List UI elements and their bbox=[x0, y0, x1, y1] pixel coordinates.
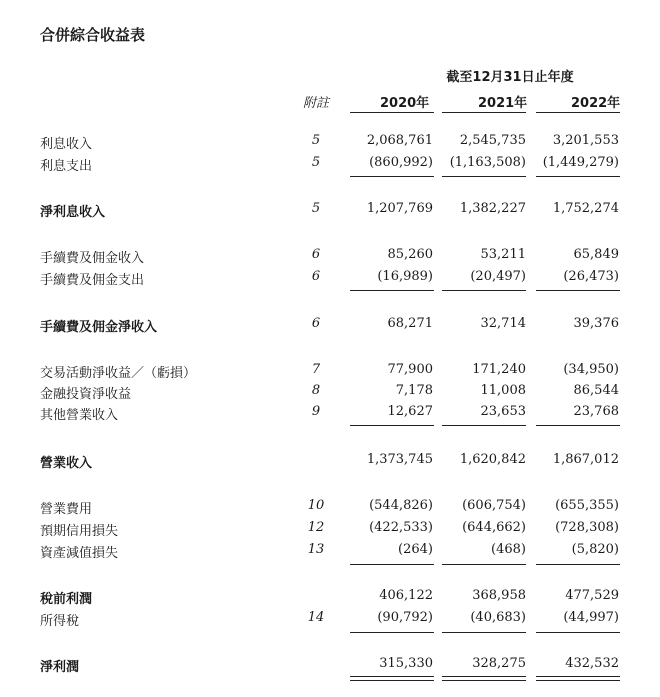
row-value: (5,820) bbox=[571, 542, 619, 557]
header-underline bbox=[536, 112, 620, 113]
row-label: 利息支出 bbox=[40, 159, 93, 174]
row-value: 11,008 bbox=[480, 383, 526, 398]
header-underline bbox=[350, 112, 434, 113]
row-value: 3,201,553 bbox=[552, 133, 619, 148]
row-value: 65,849 bbox=[573, 247, 619, 262]
row-value: 1,382,227 bbox=[459, 201, 526, 216]
subtotal-rule bbox=[350, 176, 434, 177]
row-value: 85,260 bbox=[387, 247, 433, 262]
row-label: 預期信用損失 bbox=[40, 524, 119, 539]
row-value: 2,068,761 bbox=[366, 133, 433, 148]
row-value: (1,449,279) bbox=[542, 155, 619, 170]
row-value: 23,653 bbox=[480, 404, 526, 419]
row-note: 13 bbox=[307, 542, 325, 557]
row-value: (40,683) bbox=[470, 610, 526, 625]
subtotal-rule bbox=[536, 290, 620, 291]
row-value: (655,355) bbox=[555, 498, 619, 513]
subtotal-rule bbox=[536, 564, 620, 565]
row-value: (90,792) bbox=[377, 610, 433, 625]
row-label: 交易活動淨收益／（虧損） bbox=[40, 366, 197, 381]
row-label: 金融投資淨收益 bbox=[40, 387, 132, 402]
row-value: 2,545,735 bbox=[459, 133, 526, 148]
year-header-2021: 2021年 bbox=[478, 96, 528, 111]
row-note: 14 bbox=[307, 610, 325, 625]
row-note: 6 bbox=[311, 269, 321, 284]
subtotal-rule bbox=[536, 176, 620, 177]
row-value: 1,373,745 bbox=[366, 452, 433, 467]
row-value: 68,271 bbox=[387, 316, 433, 331]
header-underline bbox=[442, 112, 526, 113]
row-value: (544,826) bbox=[369, 498, 433, 513]
row-note: 10 bbox=[307, 498, 325, 513]
row-label: 利息收入 bbox=[40, 137, 93, 152]
subtotal-rule bbox=[536, 632, 620, 633]
row-note: 6 bbox=[311, 316, 321, 331]
subtotal-rule bbox=[442, 425, 526, 426]
subtotal-rule bbox=[350, 425, 434, 426]
subtotal-rule bbox=[350, 290, 434, 291]
row-value: 171,240 bbox=[472, 362, 526, 377]
row-value: 23,768 bbox=[573, 404, 619, 419]
row-value: 1,207,769 bbox=[366, 201, 433, 216]
subtotal-rule bbox=[350, 564, 434, 565]
row-label: 營業費用 bbox=[40, 502, 93, 517]
row-label: 所得稅 bbox=[40, 614, 80, 629]
row-note: 5 bbox=[311, 155, 321, 170]
row-label: 稅前利潤 bbox=[40, 592, 93, 607]
row-value: 77,900 bbox=[387, 362, 433, 377]
row-value: 477,529 bbox=[565, 588, 619, 603]
row-label: 資產減值損失 bbox=[40, 546, 119, 561]
row-value: (1,163,508) bbox=[449, 155, 526, 170]
total-double-rule bbox=[350, 676, 434, 681]
subtotal-rule bbox=[442, 290, 526, 291]
row-value: 406,122 bbox=[379, 588, 433, 603]
row-value: (44,997) bbox=[563, 610, 619, 625]
row-note: 6 bbox=[311, 247, 321, 262]
row-label: 手續費及佣金支出 bbox=[40, 273, 145, 288]
row-value: 1,752,274 bbox=[552, 201, 619, 216]
row-note: 7 bbox=[311, 362, 321, 377]
period-header: 截至12月31日止年度 bbox=[446, 70, 574, 85]
row-value: (264) bbox=[398, 542, 433, 557]
subtotal-rule bbox=[442, 176, 526, 177]
row-value: 1,867,012 bbox=[552, 452, 619, 467]
row-value: 12,627 bbox=[387, 404, 433, 419]
row-value: (16,989) bbox=[377, 269, 433, 284]
row-value: 328,275 bbox=[472, 656, 526, 671]
row-value: 432,532 bbox=[565, 656, 619, 671]
row-value: 53,211 bbox=[480, 247, 526, 262]
row-value: 86,544 bbox=[573, 383, 619, 398]
note-column-header: 附註 bbox=[302, 96, 329, 111]
row-value: (422,533) bbox=[369, 520, 433, 535]
row-value: (468) bbox=[491, 542, 526, 557]
subtotal-rule bbox=[442, 564, 526, 565]
row-value: (34,950) bbox=[563, 362, 619, 377]
row-label: 其他營業收入 bbox=[40, 408, 119, 423]
row-note: 12 bbox=[307, 520, 325, 535]
subtotal-rule bbox=[442, 632, 526, 633]
row-value: 315,330 bbox=[379, 656, 433, 671]
subtotal-rule bbox=[350, 632, 434, 633]
total-double-rule bbox=[536, 676, 620, 681]
row-value: 1,620,842 bbox=[459, 452, 526, 467]
row-value: (644,662) bbox=[462, 520, 526, 535]
row-label: 手續費及佣金收入 bbox=[40, 251, 145, 266]
row-value: 7,178 bbox=[395, 383, 433, 398]
row-value: 32,714 bbox=[480, 316, 526, 331]
subtotal-rule bbox=[536, 425, 620, 426]
row-label: 營業收入 bbox=[40, 456, 93, 471]
row-value: (860,992) bbox=[369, 155, 433, 170]
row-label: 淨利息收入 bbox=[40, 205, 106, 220]
statement-title: 合併綜合收益表 bbox=[40, 26, 146, 44]
year-header-2020: 2020年 bbox=[380, 96, 430, 111]
row-label: 手續費及佣金淨收入 bbox=[40, 320, 158, 335]
row-label: 淨利潤 bbox=[40, 660, 80, 675]
row-note: 5 bbox=[311, 133, 321, 148]
row-note: 5 bbox=[311, 201, 321, 216]
row-note: 8 bbox=[311, 383, 321, 398]
row-note: 9 bbox=[311, 404, 321, 419]
row-value: (606,754) bbox=[462, 498, 526, 513]
row-value: (20,497) bbox=[470, 269, 526, 284]
year-header-2022: 2022年 bbox=[571, 96, 621, 111]
row-value: 39,376 bbox=[573, 316, 619, 331]
row-value: (728,308) bbox=[555, 520, 619, 535]
total-double-rule bbox=[442, 676, 526, 681]
row-value: (26,473) bbox=[563, 269, 619, 284]
row-value: 368,958 bbox=[472, 588, 526, 603]
